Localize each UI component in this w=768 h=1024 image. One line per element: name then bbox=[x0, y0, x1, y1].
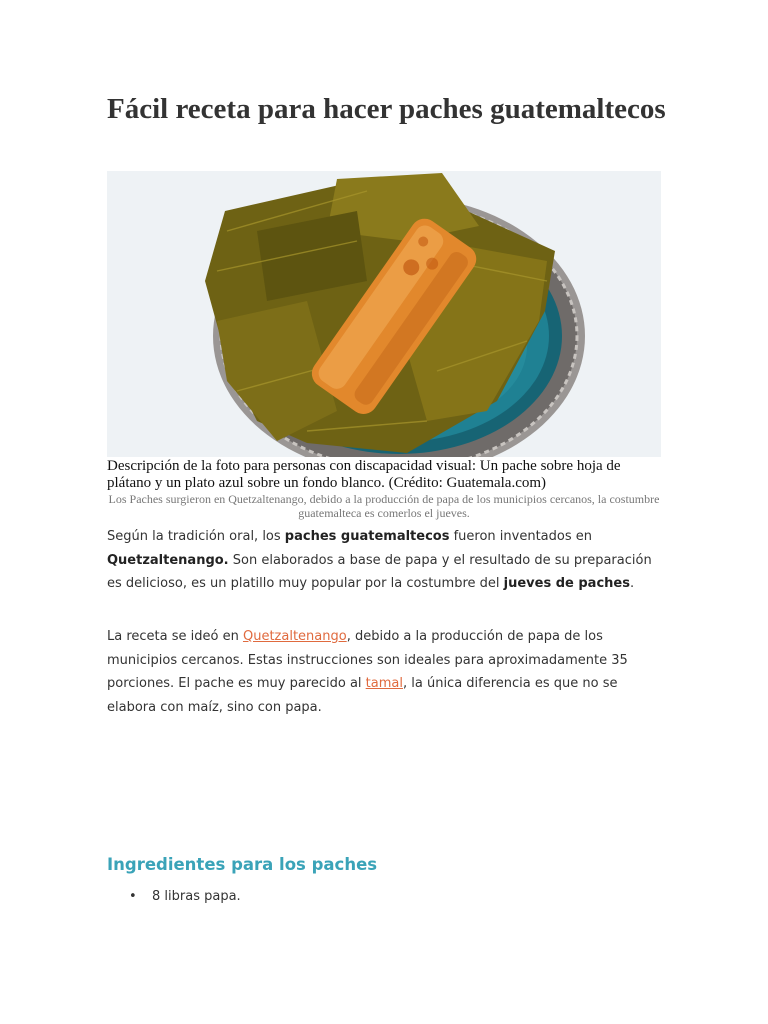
text-run: fueron inventados en bbox=[449, 529, 592, 544]
pache-photo bbox=[107, 171, 661, 457]
bullet-icon: • bbox=[129, 889, 137, 904]
ingredient-text: 8 libras papa. bbox=[152, 889, 241, 904]
text-run: . bbox=[629, 576, 635, 591]
tamal-link[interactable]: tamal bbox=[365, 676, 403, 691]
ingredients-heading: Ingredientes para los paches bbox=[107, 855, 378, 874]
ingredients-list bbox=[107, 886, 241, 908]
image-caption: Los Paches surgieron en Quetzaltenango, debido a la producción de papa de los municipios cercanos, la costumbre guatemalteca es comerlos el jueves. bbox=[108, 492, 660, 520]
bold-text: paches guatemaltecos bbox=[284, 529, 450, 544]
text-run: , la única diferencia es que no se elabora con maíz, sino con papa. bbox=[107, 676, 618, 715]
bold-text: jueves de paches bbox=[503, 576, 630, 591]
quetzaltenango-link[interactable]: Quetzaltenango bbox=[242, 629, 347, 644]
recipe-paragraph bbox=[107, 625, 662, 719]
intro-paragraph bbox=[107, 525, 662, 596]
bold-text: Quetzaltenango. bbox=[107, 552, 229, 568]
list-item bbox=[107, 886, 241, 908]
text-run: Son elaborados a base de papa y el resultado de su preparación es delicioso, es un platillo muy popular por la costumbre del bbox=[107, 552, 652, 591]
pache-illustration bbox=[107, 171, 661, 457]
image-alt-description: Descripción de la foto para personas con discapacidad visual: Un pache sobre hoja de plátano y un plato azul sobre un fondo blanco. (Crédito: Guatemala.com) bbox=[107, 458, 621, 491]
text-run: , debido a la producción de papa de los municipios cercanos. Estas instrucciones son ideales para aproximadamente 35 porciones. El pache es muy parecido al bbox=[107, 629, 628, 691]
text-run: La receta se ideó en bbox=[107, 629, 243, 644]
text-run: Según la tradición oral, los bbox=[107, 529, 285, 544]
article-title: Fácil receta para hacer paches guatemaltecos bbox=[107, 93, 666, 125]
